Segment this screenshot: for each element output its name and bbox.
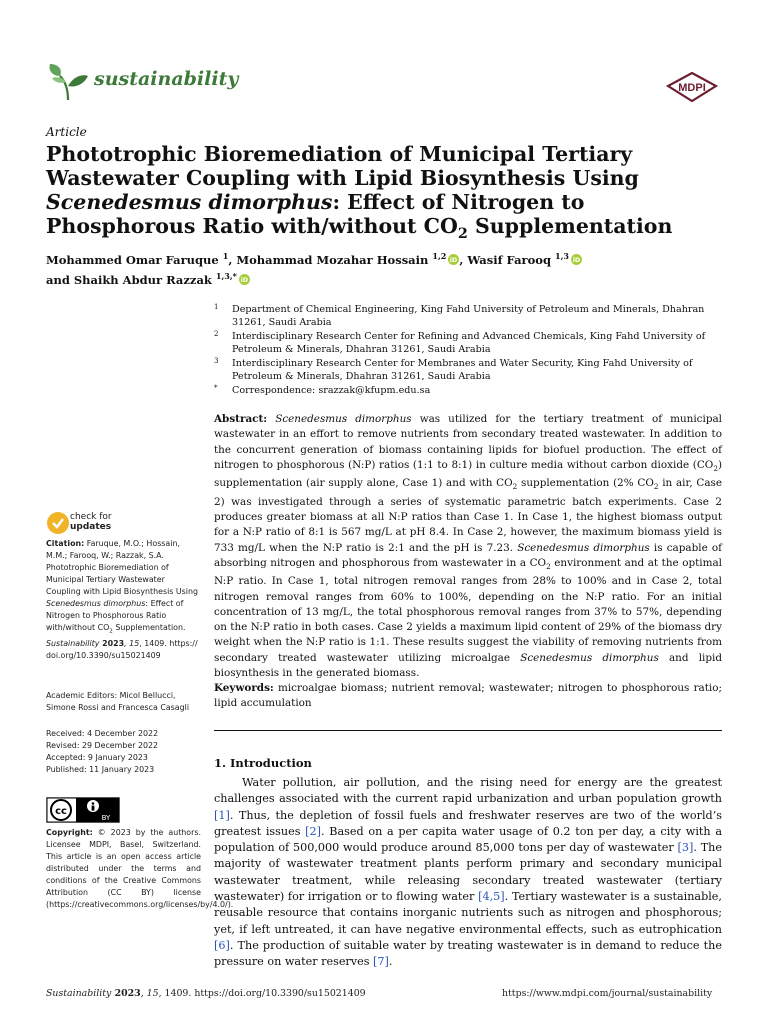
publication-dates: Received: 4 December 2022 Revised: 29 December 2022 Accepted: 9 January 2023 Published: 11 January 2023 (46, 729, 159, 774)
author-name[interactable]: Wasif Farooq $^{1,3}$ (467, 251, 569, 267)
affiliations (214, 304, 724, 400)
copyright-notice: Copyright: © 2023 by the authors. Licensee MDPI, Basel, Switzerland. This article is an open access article distributed under the terms and conditions of the Creative Commons Attribution (CC BY) license (https://creativecommons.org/licenses/by/4.0/). (46, 828, 234, 909)
orcid-icon[interactable] (571, 254, 582, 265)
orcid-icon[interactable] (448, 254, 459, 265)
affiliation-item: 1 Department of Chemical Engineering, King Fahd University of Petroleum and Minerals, Dhahran 31261, Saudi Arabia (214, 303, 705, 328)
citation-block: Citation: Faruque, M.O.; Hossain, M.M.; Farooq, W.; Razzak, S.A. Phototrophic Bioremediation of Municipal Tertiary Wastewater Coupling with Lipid Biosynthesis Using Scenedesmus dimorphus: Effect of Nitrogen to Phosphorous Ratio with/without $CO_2$ Supplementation. Sustainability 2023, 15, 1409. https://doi.org/10.3390/su15021409 (46, 539, 198, 660)
author-name[interactable]: Mohammed Omar Faruque $^1$ (46, 251, 229, 267)
footer-journal-url[interactable]: https://www.mdpi.com/journal/sustainability (502, 988, 713, 999)
reference-link[interactable]: [2] (305, 824, 322, 838)
author-list: Mohammed Omar Faruque $^1$, Mohammad Mozahar Hossain $^{1,2}$ iD , Wasif Farooq $^{1,3}$ iD and Shaikh Abdur Razzak $^{1,3,*}$ iD (46, 251, 581, 287)
reference-link[interactable]: [3] (677, 841, 694, 855)
affiliation-item: 3 Interdisciplinary Research Center for Membranes and Water Security, King Fahd University of Petroleum & Minerals, Dhahran 31261, Saudi Arabia (214, 357, 693, 382)
reference-link[interactable]: [4,5] (478, 890, 505, 904)
check-for-updates-text[interactable]: check for updates (70, 512, 112, 532)
publisher-text: MDPI (678, 82, 706, 94)
keywords: Keywords: microalgae biomass; nutrient removal; wastewater; nitrogen to phosphorous ratio; lipid accumulation (214, 682, 722, 710)
abstract: Abstract: Scenedesmus dimorphus was utilized for the tertiary treatment of municipal wastewater in an effort to remove nutrients from secondary treated wastewater. In addition to the concurrent generation of biomass containing lipids for biofuel production. The effect of nitrogen to phosphorous (N:P) ratios (1:1 to 8:1) in culture media without carbon dioxide $(CO_2)$ supplementation (air supply alone, Case 1) and with $CO_2$ supplementation (2% $CO_2$ in air, Case 2) was investigated through a series of systematic parametric batch experiments. Case 2 produces greater biomass at all N:P ratios than Case 1. In Case 1, the highest biomass output for a N:P ratio of 8:1 is 567 mg/L at pH 8.4. In Case 2, however, the maximum biomass yield is 733 mg/L when the N:P ratio is 2:1 and the pH is 7.23. Scenedesmus dimorphus is capable of absorbing nitrogen and phosphorous from wastewater in a $CO_2$ environment and at the optimal N:P ratio. In Case 1, total nitrogen removal ranges from 28% to 100% and in Case 2, total nitrogen removal ranges from 60% to 100%, depending on the N:P ratio. For an initial concentration of 13 mg/L, the total phosphorous removal ranges from 37% to 57%, depending on the N:P ratio in both cases. Case 2 yields a maximum lipid content of 29% of the biomass dry weight when the N:P ratio is 1:1. These results suggest the viability of removing nutrients from secondary treated wastewater utilizing microalgae Scenedesmus dimorphus and lipid biosynthesis in the generated biomass. (214, 413, 722, 679)
correspondence: * Correspondence: srazzak@kfupm.edu.sa (214, 384, 431, 396)
cc-by-license-icon[interactable] (46, 797, 120, 823)
journal-name: sustainability (94, 68, 239, 90)
reference-link[interactable]: [7] (373, 955, 389, 969)
journal-leaf-logo (46, 62, 90, 102)
author-name[interactable]: and Shaikh Abdur Razzak $^{1,3,*}$ (46, 270, 237, 287)
reference-link[interactable]: [6] (214, 938, 230, 952)
article-title: Phototrophic Bioremediation of Municipal Tertiary Wastewater Coupling with Lipid Biosynthesis Using Scenedesmus dimorphus: Effect of Nitrogen to Phosphorous Ratio with/without $CO_2$ Supplementation (46, 142, 673, 243)
svg-text:iD: iD (450, 255, 458, 264)
article-type: Article (46, 125, 87, 139)
section-divider (214, 730, 722, 731)
affiliation-item: 2 Interdisciplinary Research Center for Refining and Advanced Chemicals, King Fahd University of Petroleum & Minerals, Dhahran 31261, Saudi Arabia (214, 330, 706, 355)
svg-text:cc: cc (55, 806, 67, 817)
footer-citation: Sustainability 2023, 15, 1409. https://doi.org/10.3390/su15021409 (46, 988, 366, 999)
intro-paragraph: Water pollution, air pollution, and the rising need for energy are the greatest challenges associated with the current rapid urbanization and urban population growth [1]. Thus, the depletion of fossil fuels and freshwater reserves are two of the world’s greatest issues [2]. Based on a per capita water usage of 0.2 ton per day, a city with a population of 500,000 would produce around 85,000 tons per day of wastewater [3]. The majority of wastewater treatment plants perform primary and secondary municipal wastewater treatment, while releasing secondary treated wastewater (tertiary wastewater) for irrigation or to flowing water [4,5]. Tertiary wastewater is a sustainable, reusable resource that contains inorganic nutrients such as nitrogen and phosphorous; yet, if left untreated, it can have negative environmental effects, such as eutrophication [6]. The production of suitable water by treating wastewater is in demand to reduce the pressure on water reserves [7]. (214, 776, 722, 969)
reference-link[interactable]: [1] (214, 808, 230, 822)
mdpi-logo (666, 72, 718, 102)
svg-text:BY: BY (101, 814, 111, 822)
orcid-icon[interactable] (239, 274, 250, 285)
academic-editors: Academic Editors: Micol Bellucci, Simone Rossi and Francesca Casagli (46, 691, 190, 712)
author-name[interactable]: Mohammad Mozahar Hossain $^{1,2}$ (236, 251, 447, 267)
svg-text:iD: iD (572, 255, 581, 264)
section-heading: 1. Introduction (214, 756, 312, 770)
svg-text:iD: iD (240, 275, 249, 284)
